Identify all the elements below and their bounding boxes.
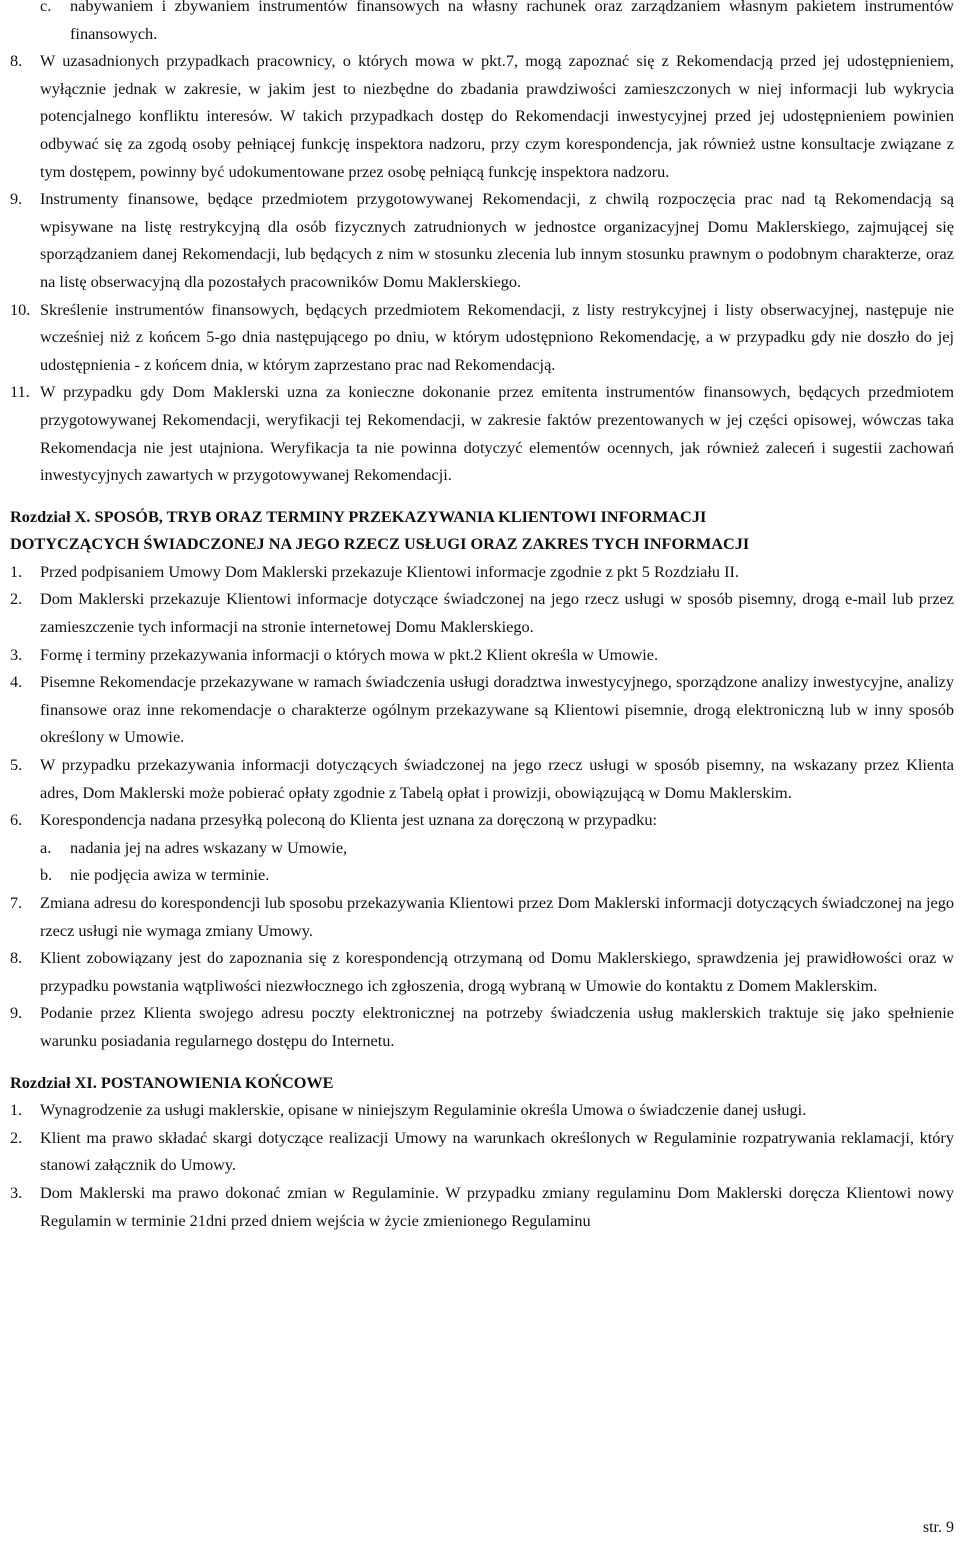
item-number: 6. [10,810,23,830]
list-item [10,668,954,751]
item-number: 5. [10,755,23,775]
item-number: 8. [10,51,23,71]
item-number: 10. [10,299,31,319]
item-text: Zmiana adresu do korespondencji lub sposobu przekazywania Klientowi przez Dom Maklerski informacji dotyczących świadczonej na jego rzecz usługi nie wymaga zmiany Umowy. [40,893,954,940]
item-number: 3. [10,1182,23,1202]
item-text: nabywaniem i zbywaniem instrumentów finansowych na własny rachunek oraz zarządzaniem własnym pakietem instrumentów finansowych. [70,0,954,43]
top-list [10,0,954,489]
list-item [10,585,954,640]
item-number: 9. [10,189,23,209]
item-number: 1. [10,561,23,581]
chapter-x-list [10,558,954,1055]
item-text: nadania jej na adres wskazany w Umowie, [70,837,348,857]
item-text: Klient ma prawo składać skargi dotyczące realizacji Umowy na warunkach określonych w Regulaminie rozpatrywania reklamacji, który stanowi załącznik do Umowy. [40,1127,954,1175]
sub-list-item [10,861,954,889]
list-item [10,1096,954,1124]
list-item [10,999,954,1054]
item-text: W uzasadnionych przypadkach pracownicy, o których mowa w pkt.7, mogą zapoznać się z Rekomendacją przed jej udostępnieniem, wyłącznie jednak w zakresie, w jakim jest to niezbędne do zbadania prawdziwości zamieszczonych w niej informacji lub wykrycia potencjalnego konfliktu interesów. W takich przypadkach dostęp do Rekomendacji inwestycyjnej przed jej udostępnieniem powinien odbywać się za zgodą osoby pełniącej funkcję inspektora nadzoru, przy czym korespondencja, jak również ustne konsultacje związane z tym dostępem, powinny być udokumentowane przez osobę pełniącą funkcję inspektora nadzoru. [40,51,954,181]
item-number: 1. [10,1100,23,1120]
item-number: 9. [10,1003,23,1023]
item-text: Podanie przez Klienta swojego adresu poczty elektronicznej na potrzeby świadczenia usług maklerskich traktuje się jako spełnienie warunku posiadania regularnego dostępu do Internetu. [40,1003,954,1050]
item-text: Klient zobowiązany jest do zapoznania się z korespondencją otrzymaną od Domu Maklerskiego, sprawdzenia jej prawidłowości oraz w przypadku powstania wątpliwości niezwłocznego ich zgłoszenia, drogą wybraną w Umowie do kontaktu z Domem Maklerskim. [40,948,954,995]
list-item [10,558,954,586]
item-text: W przypadku gdy Dom Maklerski uzna za konieczne dokonanie przez emitenta instrumentów finansowych, będących przedmiotem przygotowywanej Rekomendacji, weryfikacji tej Rekomendacji, w zakresie faktów prezentowanych w jej części opisowej, wówczas taka Rekomendacja nie jest utajniona. Weryfikacja ta nie powinna dotyczyć elementów ocennych, jak również zaleceń i sugestii zachowań inwestycyjnych zawartych w przygotowywanej Rekomendacji. [40,382,954,485]
list-item [10,944,954,999]
item-text: Korespondencja nadana przesyłką poleconą do Klienta jest uznana za doręczoną w przypadku: [40,810,658,830]
item-text: Wynagrodzenie za usługi maklerskie, opisane w niniejszym Regulaminie określa Umowa o świadczenie danej usługi. [40,1100,807,1120]
item-text: W przypadku przekazywania informacji dotyczących świadczonej na jego rzecz usługi w sposób pisemny, na wskazany przez Klienta adres, Dom Maklerski może pobierać opłaty zgodnie z Tabelą opłat i prowizji, obowiązującą w Domu Maklerskim. [40,755,954,802]
chapter-x-title-line1: Rozdział X. SPOSÓB, TRYB ORAZ TERMINY PRZEKAZYWANIA KLIENTOWI INFORMACJI [10,506,707,526]
list-item [10,806,954,834]
list-item [10,47,954,185]
item-number: 11. [10,382,30,402]
item-number: 2. [10,589,23,609]
item-text: Przed podpisaniem Umowy Dom Maklerski przekazuje Klientowi informacje zgodnie z pkt 5 Rozdziału II. [40,561,739,581]
list-item [10,641,954,669]
list-item [10,751,954,806]
list-item [10,1179,954,1234]
chapter-xi-title: Rozdział XI. POSTANOWIENIA KOŃCOWE [10,1072,334,1092]
item-number: 8. [10,948,23,968]
chapter-x-title [10,503,954,558]
item-text: nie podjęcia awiza w terminie. [70,865,270,885]
document-page [10,0,954,1234]
item-number: b. [40,865,53,885]
chapter-xi-list [10,1096,954,1234]
item-text: Dom Maklerski ma prawo dokonać zmian w Regulaminie. W przypadku zmiany regulaminu Dom Maklerski doręcza Klientowi nowy Regulamin w terminie 21dni przed dniem wejścia w życie zmienionego Regulaminu [40,1182,954,1230]
item-text: Instrumenty finansowe, będące przedmiotem przygotowywanej Rekomendacji, z chwilą rozpoczęcia prac nad tą Rekomendacją są wpisywane na listę restrykcyjną dla osób fizycznych zatrudnionych w jednostce organizacyjnej Domu Maklerskiego, zajmującej się sporządzaniem danej Rekomendacji, lub będących z nim w stosunku zlecenia lub innym stosunku prawnym o podobnym charakterze, oraz na listę obserwacyjną dla pozostałych pracowników Domu Maklerskiego. [40,189,954,291]
list-item [10,378,954,488]
list-item [10,296,954,379]
item-text: Dom Maklerski przekazuje Klientowi informacje dotyczące świadczonej na jego rzecz usługi w sposób pisemny, drogą e-mail lub przez zamieszczenie tych informacji na stronie internetowej Domu Maklerskiego. [40,589,954,637]
item-text: Skreślenie instrumentów finansowych, będących przedmiotem Rekomendacji, z listy restrykcyjnej i listy obserwacyjnej, następuje nie wcześniej niż z końcem 5-go dnia następującego po dniu, w którym udostępniono Rekomendację, a w przypadku gdy nie doszło do jej udostępnienia - z końcem dnia, w którym zaprzestano prac nad Rekomendacją. [40,299,954,374]
item-text: Pisemne Rekomendacje przekazywane w ramach świadczenia usługi doradztwa inwestycyjnego, sporządzone analizy inwestycyjne, analizy finansowe oraz inne rekomendacje o charakterze ogólnym przekazywane są Klientowi pisemnie, drogą elektroniczną lub w inny sposób określony w Umowie. [40,672,954,747]
list-item [10,185,954,295]
list-item [10,889,954,944]
item-number: 3. [10,644,23,664]
item-number: 4. [10,672,23,692]
item-text: Formę i terminy przekazywania informacji o których mowa w pkt.2 Klient określa w Umowie. [40,644,659,664]
item-number: 7. [10,893,23,912]
sub-list-item [10,834,954,862]
item-number: a. [40,837,52,857]
sub-list-item [10,0,954,47]
item-number: c. [40,0,52,15]
list-item [10,1124,954,1179]
item-number: 2. [10,1127,23,1147]
chapter-x-title-line2: DOTYCZĄCYCH ŚWIADCZONEJ NA JEGO RZECZ USŁUGI ORAZ ZAKRES TYCH INFORMACJI [10,534,750,554]
page-number: str. 9 [922,1519,954,1536]
